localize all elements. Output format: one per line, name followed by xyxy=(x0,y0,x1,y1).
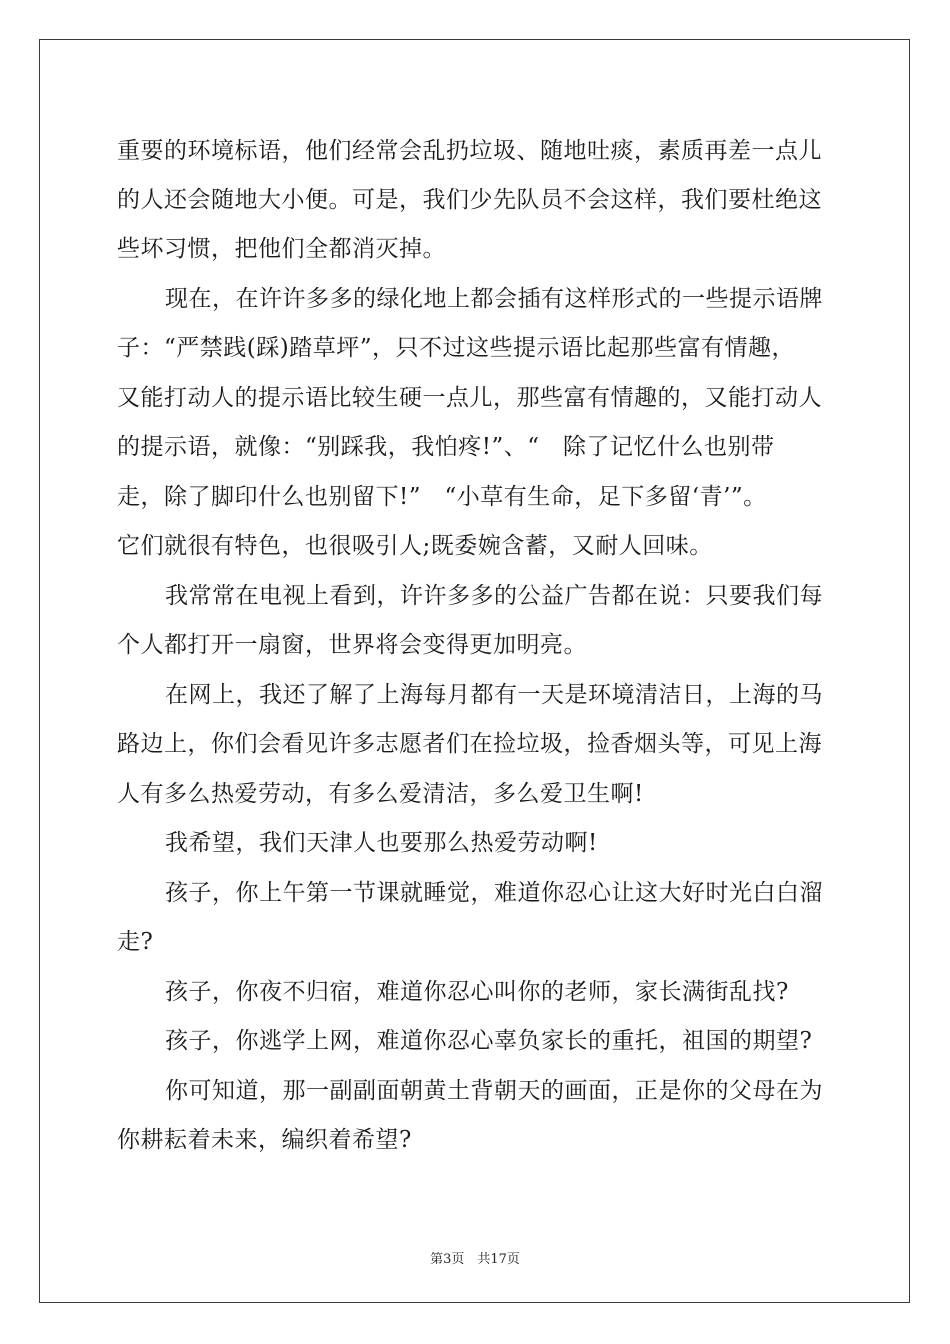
text-line: 孩子，你夜不归宿，难道你忍心叫你的老师，家长满街乱找? xyxy=(165,979,789,1005)
text-line: 重要的环境标语，他们经常会乱扔垃圾、随地吐痰，素质再差一点儿 xyxy=(117,138,822,164)
text-line: 又能打动人的提示语比较生硬一点儿，那些富有情趣的，又能打动人 xyxy=(117,385,822,411)
text-line: 你可知道，那一副副面朝黄土背朝天的画面，正是你的父母在为 xyxy=(165,1078,823,1104)
text-line: 的提示语，就像：“别踩我，我怕疼!”、“ 除了记忆什么也别带 xyxy=(117,434,775,460)
text-line: 孩子，你逃学上网，难道你忍心辜负家长的重托，祖国的期望? xyxy=(165,1028,813,1054)
text-line: 人有多么热爱劳动，有多么爱清洁，多么爱卫生啊! xyxy=(117,781,644,807)
text-line: 个人都打开一扇窗，世界将会变得更加明亮。 xyxy=(117,632,587,658)
text-line: 孩子，你上午第一节课就睡觉，难道你忍心让这大好时光白白溜 xyxy=(165,880,823,906)
text-line: 路边上，你们会看见许多志愿者们在捡垃圾，捡香烟头等，可见上海 xyxy=(117,731,822,757)
text-line: 我常常在电视上看到，许许多多的公益广告都在说：只要我们每 xyxy=(165,583,823,609)
text-line: 它们就很有特色，也很吸引人;既委婉含蓄，又耐人回味。 xyxy=(117,533,713,559)
text-line: 我希望，我们天津人也要那么热爱劳动啊! xyxy=(165,830,598,856)
page-border xyxy=(39,39,910,1303)
text-line: 的人还会随地大小便。可是，我们少先队员不会这样，我们要杜绝这 xyxy=(117,187,822,213)
text-line: 子：“严禁践(踩)踏草坪”，只不过这些提示语比起那些富有情趣， xyxy=(117,335,795,361)
text-line: 在网上，我还了解了上海每月都有一天是环境清洁日，上海的马 xyxy=(165,682,823,708)
page-footer: 第3页 共17页 xyxy=(430,1252,520,1267)
text-line: 现在，在许许多多的绿化地上都会插有这样形式的一些提示语牌 xyxy=(165,286,823,312)
text-line: 你耕耘着未来，编织着希望? xyxy=(117,1127,412,1153)
text-line: 走? xyxy=(117,929,154,955)
text-line: 走，除了脚印什么也别留下!” “小草有生命，足下多留‘青’”。 xyxy=(117,484,767,510)
text-line: 些坏习惯，把他们全都消灭掉。 xyxy=(117,236,446,262)
